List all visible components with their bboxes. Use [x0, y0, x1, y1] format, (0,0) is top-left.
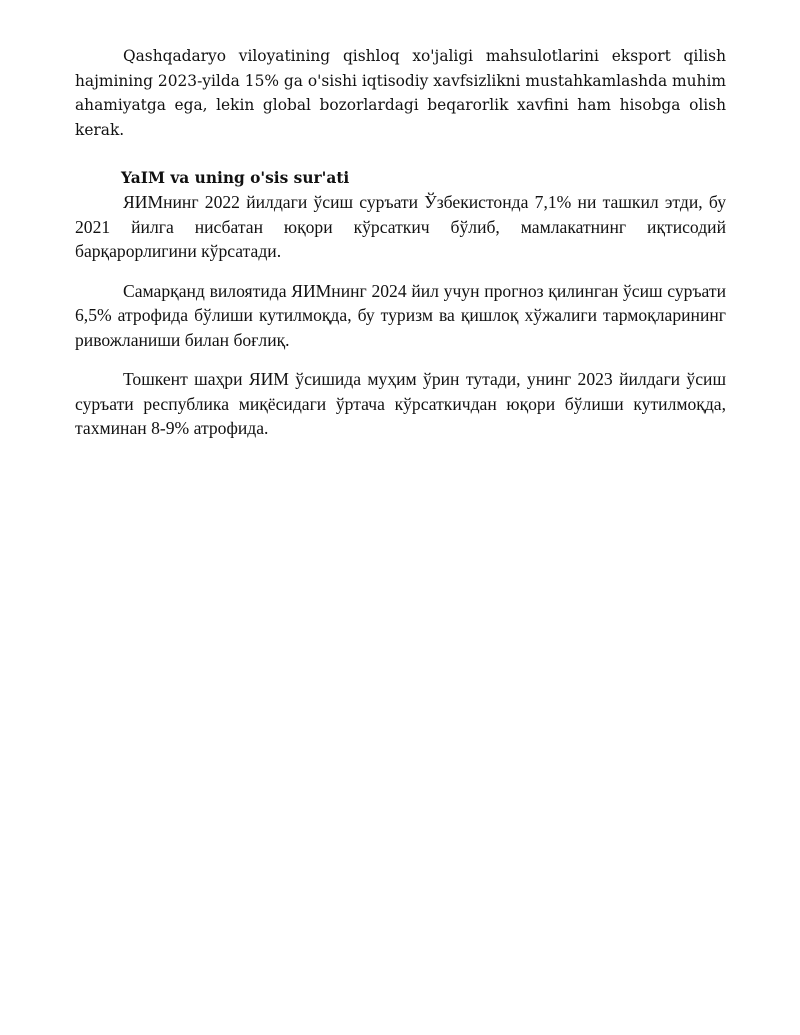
paragraph-gdp-tashkent: Тошкент шаҳри ЯИМ ўсишида муҳим ўрин тутади, унинг 2023 йилдаги ўсиш суръати республика миқёсидаги ўртача кўрсаткичдан юқори бўлиши кутилмоқда, тахминан 8-9% атрофида. [75, 369, 726, 438]
section-heading: YaIM va uning o'sis sur'ati [121, 169, 350, 187]
paragraph-spacer [75, 352, 726, 367]
paragraph-gdp-uzbekistan: ЯИМнинг 2022 йилдаги ўсиш суръати Ўзбекистонда 7,1% ни ташкил этди, бу 2021 йилга нисбатан юқори кўрсаткич бўлиб, мамлакатнинг иқтисодий барқарорлигини кўрсатади. [75, 192, 726, 261]
paragraph-export-growth: Qashqadaryo viloyatining qishloq xo'jaligi mahsulotlarini eksport qilish hajmining 2023-yilda 15% ga o'sishi iqtisodiy xavfsizlikni mustahkamlashda muhim ahamiyatga ega, lekin global bozorlardagi beqarorlik xavfini ham hisobga olish kerak. [75, 47, 726, 139]
paragraph-gdp-samarkand: Самарқанд вилоятида ЯИМнинг 2024 йил учун прогноз қилинган ўсиш суръати 6,5% атрофида бўлиши кутилмоқда, бу туризм ва қишлоқ хўжалиги тармоқларининг ривожланиши билан боғлиқ. [75, 280, 726, 350]
paragraph-spacer [75, 142, 726, 166]
document-page [75, 44, 726, 441]
paragraph-spacer [75, 264, 726, 279]
